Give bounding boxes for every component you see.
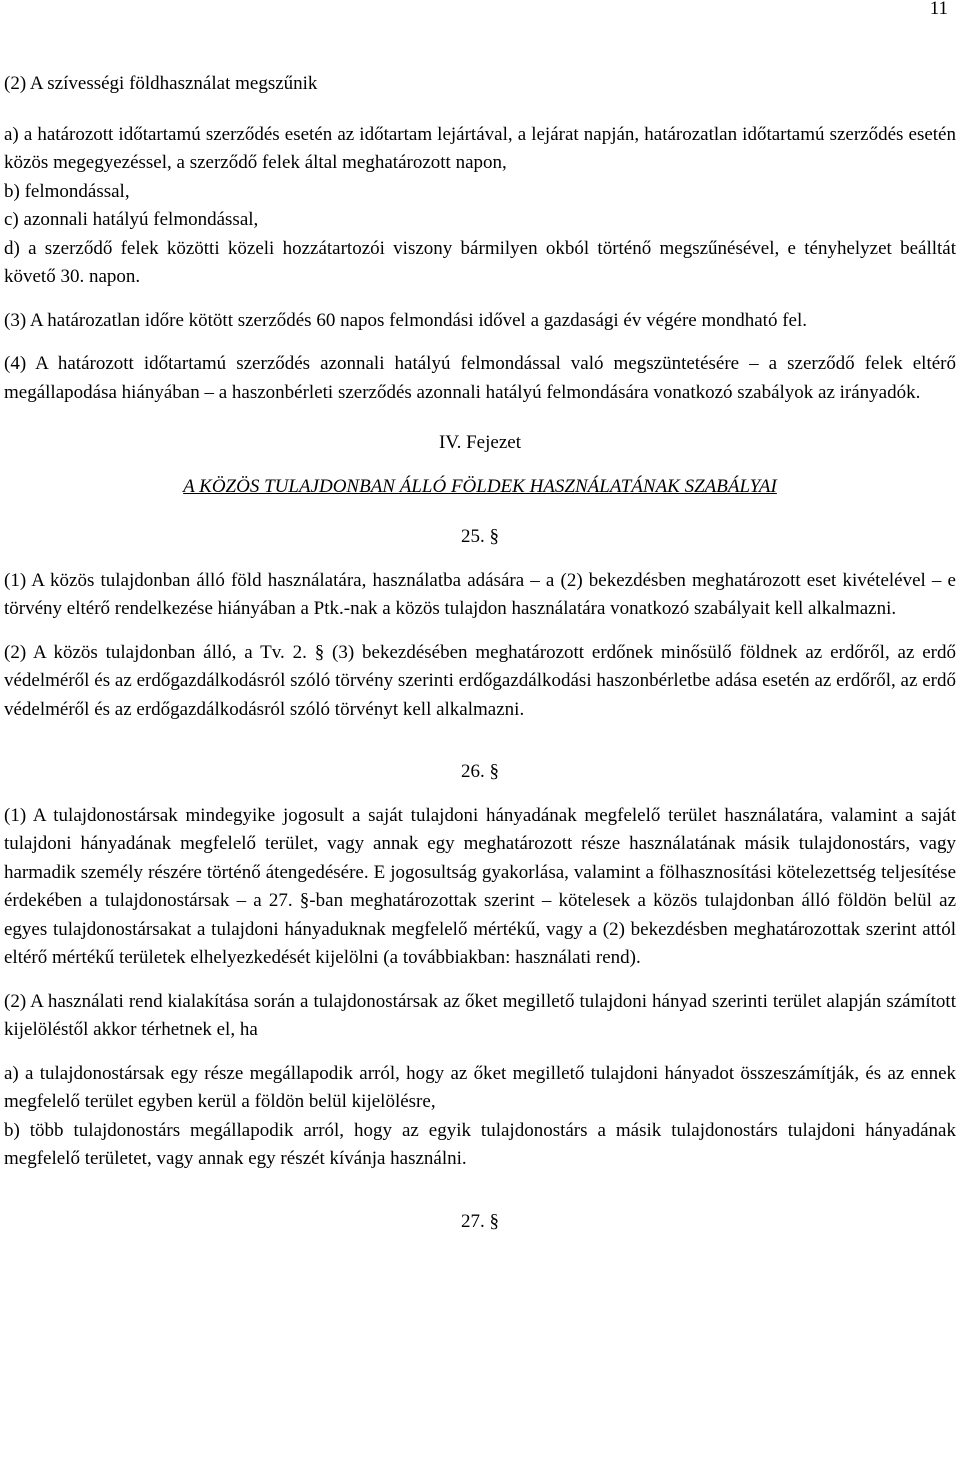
- section-26-paragraph-2b: b) több tulajdonostárs megállapodik arról, hogy az egyik tulajdonostárs a másik tulajdonostárs tulajdoni hányadának megfelelő területet, vagy annak egy részét kívánja használni.: [4, 1119, 956, 1169]
- section-26-heading: 26. §: [461, 761, 499, 782]
- page-number: 11: [929, 0, 948, 19]
- section-25-heading: 25. §: [461, 526, 499, 547]
- section-26-paragraph-1: (1) A tulajdonostársak mindegyike jogosult a saját tulajdoni hányadának megfelelő terület használatára, valamint a saját tulajdoni hányadának megfelelő terület, vagy annak egy meghatározott része használatának másik tulajdonostárs, vagy harmadik személy részére történő átengedésére. E jogosultság gyakorlása, valamint a fölhasznosítási kötelezettség teljesítése érdekében a tulajdonostársak – a 27. §-ban meghatározottak szerint – kötelesek a közös tulajdonban álló földön belül az egyes tulajdonostársakat a tulajdoni hányaduknak megfelelő mértékű, vagy a (2) bekezdésben meghatározottak szerint attól eltérő mértékű területek elhelyezkedését kijelölni (a továbbiakban: használati rend).: [4, 804, 956, 968]
- section-26-paragraph-2: (2) A használati rend kialakítása során a tulajdonostársak az őket megillető tulajdoni hányad szerinti terület alapján számított kijelöléstől akkor térhetnek el, ha: [4, 990, 956, 1040]
- paragraph-2a: a) a határozott időtartamú szerződés esetén az időtartam lejártával, a lejárat napján, határozatlan időtartamú szerződés esetén közös megegyezéssel, a szerződő felek által meghatározott napon,: [4, 123, 956, 173]
- paragraph-2-header: (2) A szívességi földhasználat megszűnik: [4, 73, 318, 94]
- section-25-paragraph-2: (2) A közös tulajdonban álló, a Tv. 2. § (3) bekezdésében meghatározott erdőnek minősülő földnek az erdőről, az erdő védelméről és az erdőgazdálkodásról szóló törvény szerinti erdőgazdálkodási haszonbérletbe adása esetén az erdőről, az erdő védelméről és az erdőgazdálkodásról szóló törvényt kell alkalmazni.: [4, 641, 956, 720]
- paragraph-2b: b) felmondással,: [4, 180, 130, 202]
- chapter-label: IV. Fejezet: [439, 432, 521, 453]
- document-page: [4, 70, 956, 1236]
- chapter-title: A KÖZÖS TULAJDONBAN ÁLLÓ FÖLDEK HASZNÁLATÁNAK SZABÁLYAI: [183, 475, 777, 497]
- paragraph-2c: c) azonnali hatályú felmondással,: [4, 209, 259, 230]
- section-25-paragraph-1: (1) A közös tulajdonban álló föld használatára, használatba adására – a (2) bekezdésben meghatározott eset kivételével – e törvény eltérő rendelkezése hiányában a Ptk.-nak a közös tulajdon használatára vonatkozó szabályait kell alkalmazni.: [4, 569, 956, 619]
- paragraph-2d: d) a szerződő felek közötti közeli hozzátartozói viszony bármilyen okból történő megszűnésével, e tényhelyzet beálltát követő 30. napon.: [4, 237, 956, 287]
- section-26-paragraph-2a: a) a tulajdonostársak egy része megállapodik arról, hogy az őket megillető tulajdoni hányadot összeszámítják, és az ennek megfelelő terület egyben kerül a földön belül kijelölésre,: [4, 1062, 956, 1112]
- section-27-heading: 27. §: [461, 1210, 499, 1232]
- paragraph-3: (3) A határozatlan időre kötött szerződés 60 napos felmondási idővel a gazdasági év végére mondható fel.: [4, 309, 808, 331]
- paragraph-4: (4) A határozott időtartamú szerződés azonnali hatályú felmondással való megszüntetésére – a szerződő felek eltérő megállapodása hiányában – a haszonbérleti szerződés azonnali hatályú felmondására vonatkozó szabályok az irányadók.: [4, 353, 956, 403]
